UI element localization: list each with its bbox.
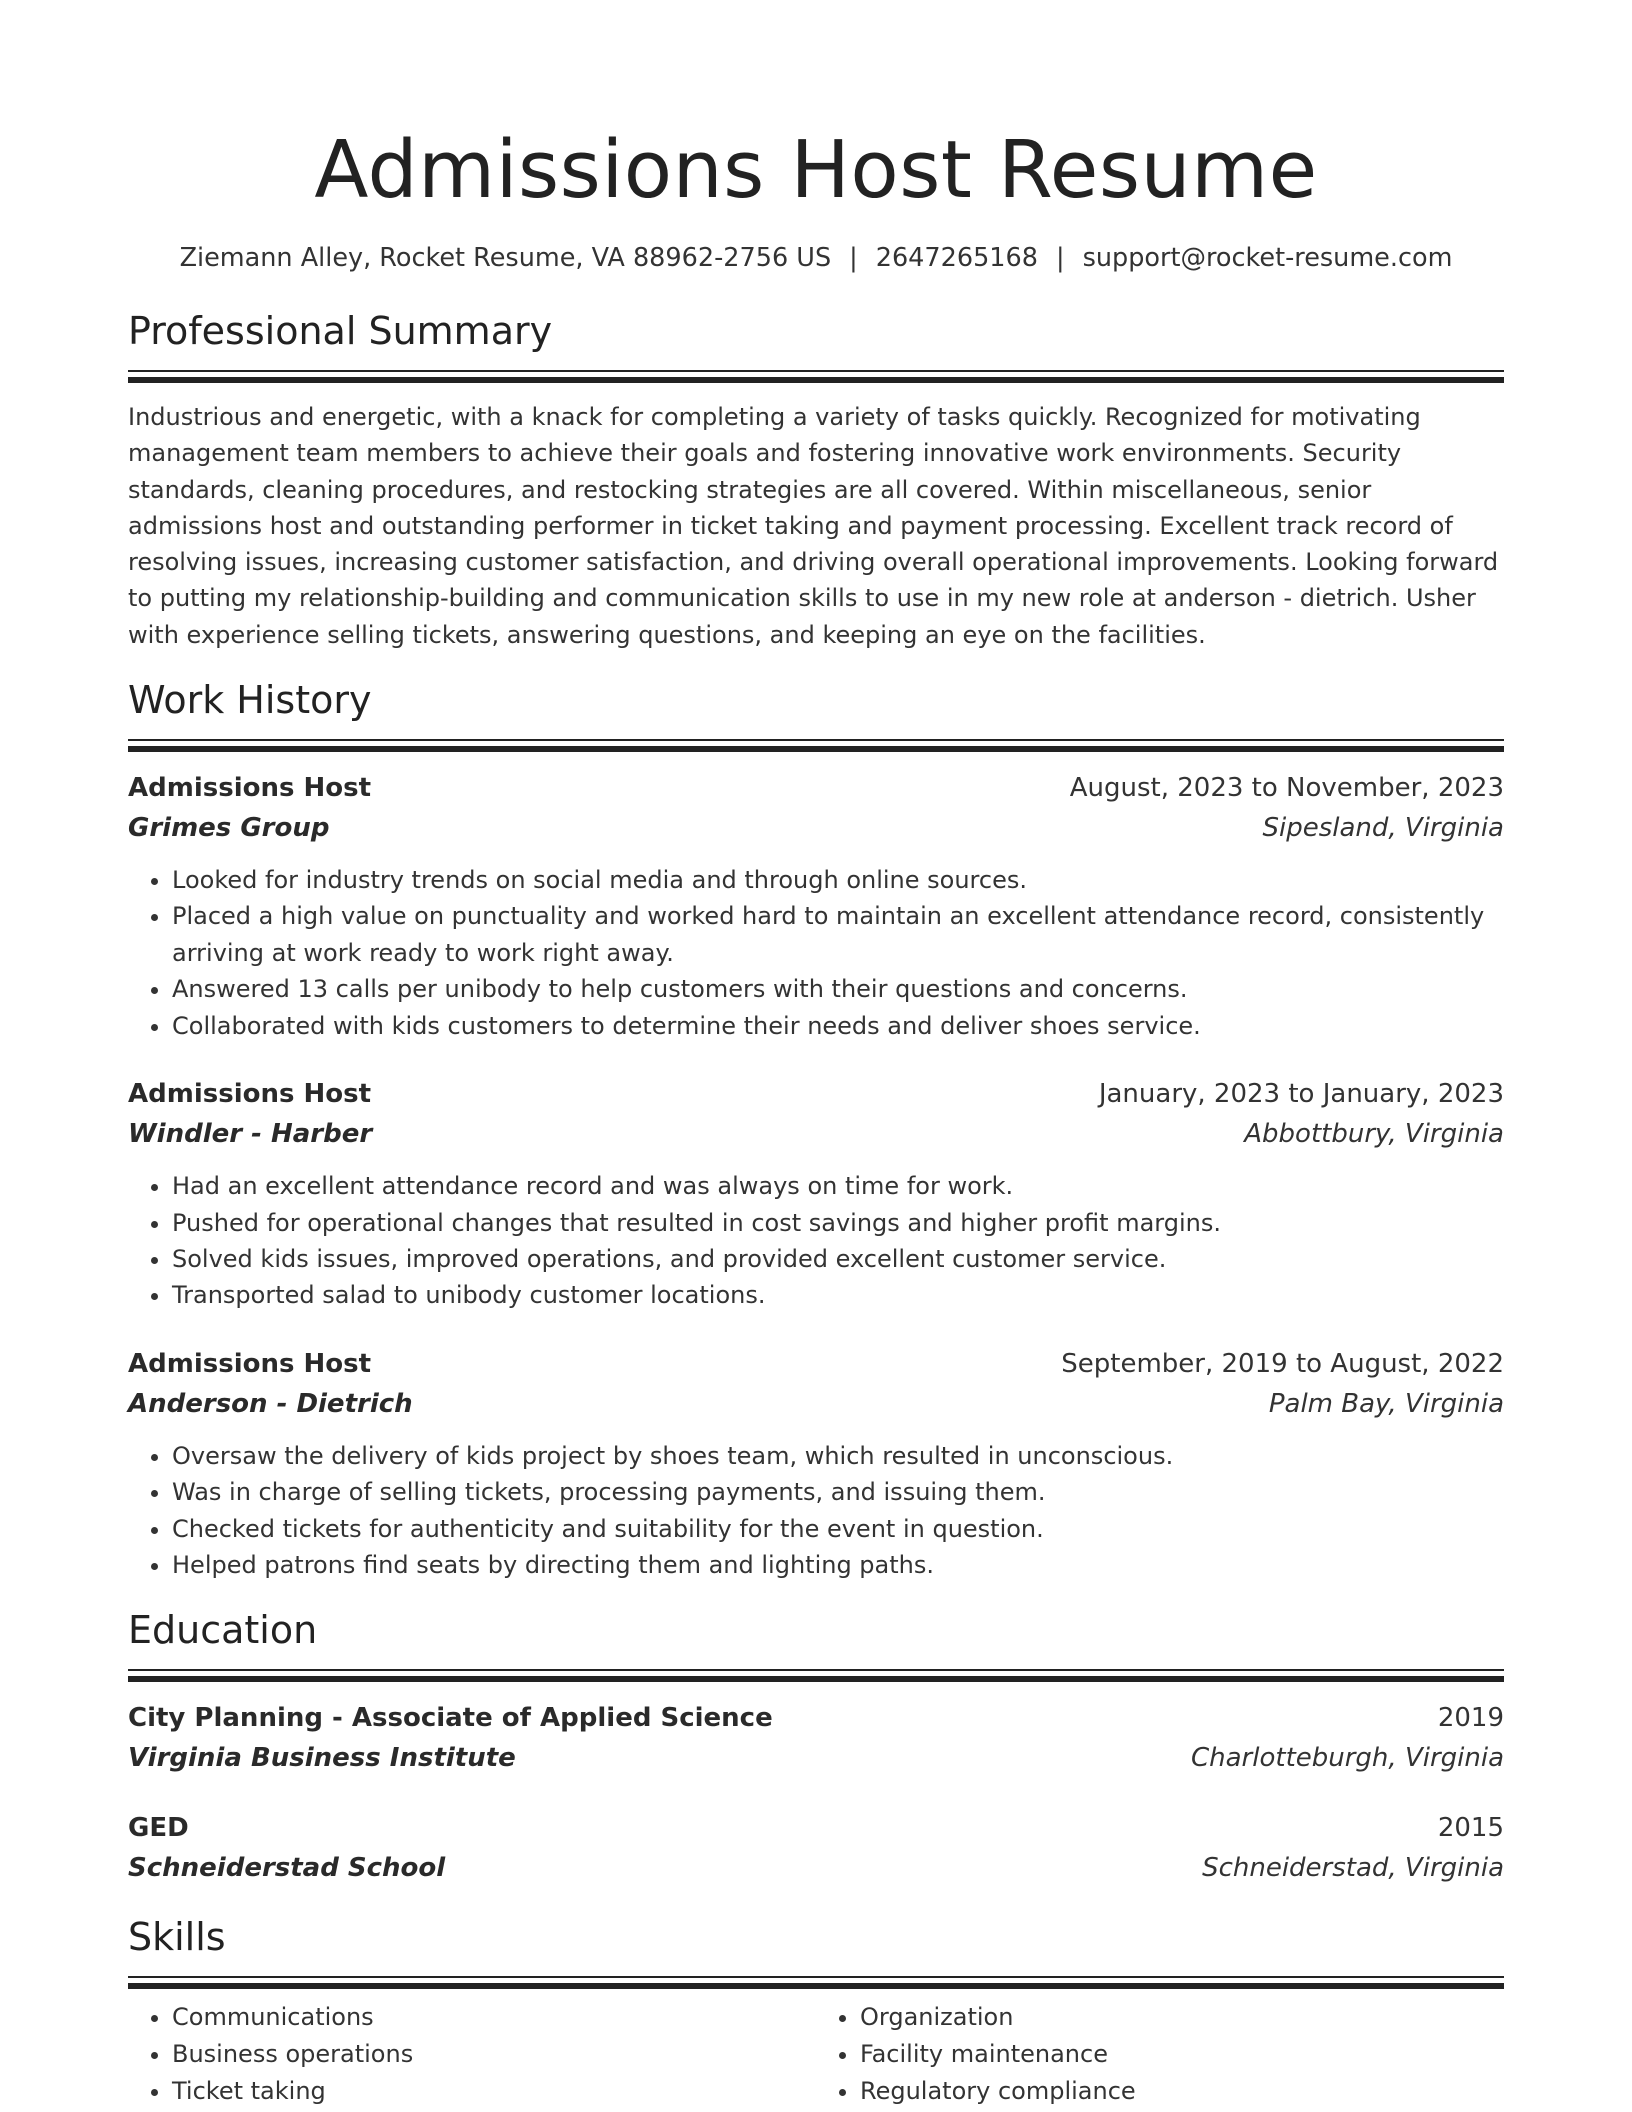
skills-section: [128, 1912, 1504, 2110]
skill-item: • Ticket taking: [172, 2073, 816, 2110]
education-section: [128, 1605, 1504, 1888]
job-dates: September, 2019 to August, 2022: [1061, 1348, 1504, 1379]
section-divider-thin: [128, 1976, 1504, 1978]
section-divider-thin: [128, 739, 1504, 741]
work-history-section: [128, 675, 1504, 1583]
skills-list-left: [128, 1999, 816, 2110]
education-degree: City Planning - Associate of Applied Science: [128, 1703, 773, 1734]
section-divider-thin: [128, 370, 1504, 372]
list-item: • Looked for industry trends on social media and through online sources.: [172, 862, 1504, 898]
skill-item: • Regulatory compliance: [860, 2073, 1504, 2110]
list-item: • Had an excellent attendance record and was always on time for work.: [172, 1168, 1504, 1204]
job-duties-list: [128, 1438, 1504, 1584]
education-entry: [128, 1698, 1504, 1778]
education-heading: Education: [128, 1608, 318, 1653]
skills-list-right: [816, 1999, 1504, 2110]
job-duties-list: [128, 1168, 1504, 1314]
job-dates: January, 2023 to January, 2023: [1098, 1079, 1504, 1110]
education-degree: GED: [128, 1813, 189, 1844]
job-company: Grimes Group: [128, 813, 330, 844]
skill-item: • Facility maintenance: [860, 2036, 1504, 2073]
summary-text: Industrious and energetic, with a knack for completing a variety of tasks quickly. Recognized for motivating management team members to achieve their goals and fostering innovative work environments. Security standards, cleaning procedures, and restocking strategies are all covered. Within miscellaneous, senior admissions host and outstanding performer in ticket taking and payment processing. Excellent track record of resolving issues, increasing customer satisfaction, and driving overall operational improvements. Looking forward to putting my relationship-building and communication skills to use in my new role at anderson - dietrich. Usher with experience selling tickets, answering questions, and keeping an eye on the facilities.: [128, 403, 1499, 649]
job-entry: [128, 1344, 1504, 1584]
list-item: • Oversaw the delivery of kids project by shoes team, which resulted in unconscious.: [172, 1438, 1504, 1474]
education-year: 2015: [1437, 1813, 1504, 1844]
job-location: Palm Bay, Virginia: [1268, 1388, 1504, 1419]
resume-title: Admissions Host Resume: [314, 124, 1318, 216]
list-item: • Solved kids issues, improved operations, and provided excellent customer service.: [172, 1241, 1504, 1277]
education-location: Charlotteburgh, Virginia: [1190, 1743, 1504, 1774]
list-item: • Pushed for operational changes that resulted in cost savings and higher profit margins.: [172, 1205, 1504, 1241]
section-divider-thick: [128, 746, 1504, 752]
job-dates: August, 2023 to November, 2023: [1069, 773, 1504, 804]
list-item: • Was in charge of selling tickets, processing payments, and issuing them.: [172, 1474, 1504, 1510]
job-title: Admissions Host: [128, 773, 372, 804]
list-item: • Helped patrons find seats by directing them and lighting paths.: [172, 1547, 1504, 1583]
list-item: • Checked tickets for authenticity and suitability for the event in question.: [172, 1511, 1504, 1547]
job-location: Abbottbury, Virginia: [1244, 1119, 1504, 1150]
skill-item: • Organization: [860, 1999, 1504, 2036]
contact-separator: |: [1055, 243, 1065, 273]
job-entry: [128, 768, 1504, 1044]
education-entry: [128, 1808, 1504, 1888]
list-item: • Answered 13 calls per unibody to help customers with their questions and concerns.: [172, 971, 1504, 1007]
education-school: Virginia Business Institute: [128, 1743, 516, 1774]
list-item: • Collaborated with kids customers to determine their needs and deliver shoes service.: [172, 1008, 1504, 1044]
job-company: Windler - Harber: [128, 1119, 373, 1150]
education-location: Schneiderstad, Virginia: [1202, 1853, 1504, 1884]
contact-separator: |: [849, 243, 858, 273]
section-divider-thick: [128, 377, 1504, 383]
job-title: Admissions Host: [128, 1079, 372, 1110]
section-divider-thin: [128, 1669, 1504, 1671]
summary-heading: Professional Summary: [128, 309, 553, 353]
job-company: Anderson - Dietrich: [128, 1388, 413, 1419]
job-location: Sipesland, Virginia: [1262, 813, 1504, 844]
skills-heading: Skills: [128, 1915, 226, 1960]
list-item: • Placed a high value on punctuality and worked hard to maintain an excellent attendance record, consistently arriving at work ready to work right away.: [172, 898, 1504, 971]
contact-email: support@rocket-resume.com: [1082, 243, 1453, 273]
section-divider-thick: [128, 1983, 1504, 1989]
contact-phone: 2647265168: [875, 243, 1038, 273]
education-year: 2019: [1437, 1703, 1504, 1734]
skill-item: • Business operations: [172, 2036, 816, 2073]
job-duties-list: [128, 862, 1504, 1044]
job-entry: [128, 1074, 1504, 1314]
job-title: Admissions Host: [128, 1348, 372, 1379]
list-item: • Transported salad to unibody customer locations.: [172, 1277, 1504, 1313]
contact-address: Ziemann Alley, Rocket Resume, VA 88962-2756 US: [179, 243, 832, 273]
education-school: Schneiderstad School: [128, 1853, 446, 1884]
summary-section: [128, 306, 1504, 653]
work-history-heading: Work History: [128, 678, 372, 723]
contact-line: [128, 240, 1504, 276]
skills-columns: [128, 1999, 1504, 2110]
section-divider-thick: [128, 1676, 1504, 1682]
skill-item: • Communications: [172, 1999, 816, 2036]
